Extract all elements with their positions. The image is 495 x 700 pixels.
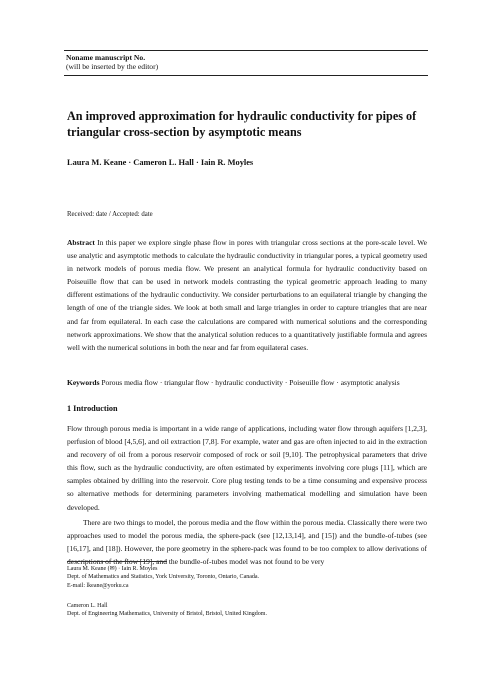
footnote-line: Cameron L. Hall	[67, 603, 108, 609]
keywords-label: Keywords	[67, 378, 100, 387]
abstract-paragraph	[67, 236, 427, 354]
keywords-paragraph	[67, 376, 427, 389]
footnote-line: Dept. of Mathematics and Statistics, York University, Toronto, Ontario, Canada.	[67, 574, 260, 581]
abstract-label: Abstract	[67, 238, 95, 247]
footnote-author-1	[67, 565, 427, 590]
footnote-line: Dept. of Engineering Mathematics, University of Bristol, Bristol, United Kingdom.	[67, 611, 267, 618]
received-date: Received: date / Accepted: date	[67, 211, 153, 218]
section-heading: 1 Introduction	[67, 404, 118, 413]
manuscript-header-box	[64, 50, 428, 76]
footnote-line: Laura M. Keane (✉) · Iain R. Moyles	[67, 566, 158, 572]
manuscript-number: Noname manuscript No.	[66, 53, 146, 62]
intro-paragraph-1: Flow through porous media is important in a wide range of applications, including water flow through aquifers [1,2,3], perfusion of blood [4,5,6], and oil extraction [7,8]. For example, water and gas are often injected to aid in the extraction and recovery of oil from a porous reservoir composed of rock or soil [9,10]. The petrophysical parameters that drive this flow, such as the hydraulic conductivity, are often estimated by experiments involving core plugs [11], which are samples obtained by drilling into the reservoir. Core plug testing tends to be a time consuming and expensive process so alternative methods for determining parameters involving mathematical modelling and simulation have been developed.	[67, 424, 427, 512]
keywords-text: Porous media flow · triangular flow · hydraulic conductivity · Poiseuille flow · asymptotic analysis	[101, 378, 400, 387]
footnote-email: E-mail: lkeane@yorku.ca	[67, 582, 129, 589]
author-list: Laura M. Keane · Cameron L. Hall · Iain R. Moyles	[67, 158, 254, 167]
paper-title: An improved approximation for hydraulic conductivity for pipes of triangular cross-section by asymptotic means	[67, 109, 417, 139]
footnote-author-2	[67, 602, 427, 619]
abstract-text: In this paper we explore single phase flow in pores with triangular cross sections at the pore-scale level. We use analytic and asymptotic methods to calculate the hydraulic conductivity in triangular pores, a typical geometry used in network models of porous media flow. We present an analytical formula for hydraulic conductivity based on Poiseuille flow that can be used in network models contrasting the typical geometric approach leading to many different estimations of the hydraulic conductivity. We consider perturbations to an equilateral triangle by changing the length of one of the triangle sides. We look at both small and large triangles in order to capture triangles that are near and far from equilateral. In each case the calculations are compared with numerical solutions and the corresponding network approximations. We show that the analytical solution reduces to a quantitatively justifiable formula and agrees well with the numerical solutions in both the near and far from equilateral cases.	[67, 238, 427, 352]
footnote-divider	[67, 561, 167, 562]
intro-paragraph-2: There are two things to model, the porous media and the flow within the porous media. Classically there were two approaches used to model the porous media, the sphere-pack (see [12,13,14], and [15]) and the bundle-of-tubes (see [16,17], and [18]). However, the pore geometry in the sphere-pack was found to be too complex to allow derivations of descriptions of the flow [19], and the bundle-of-tubes model was not found to be very	[67, 518, 427, 567]
editor-note: (will be inserted by the editor)	[66, 62, 159, 71]
